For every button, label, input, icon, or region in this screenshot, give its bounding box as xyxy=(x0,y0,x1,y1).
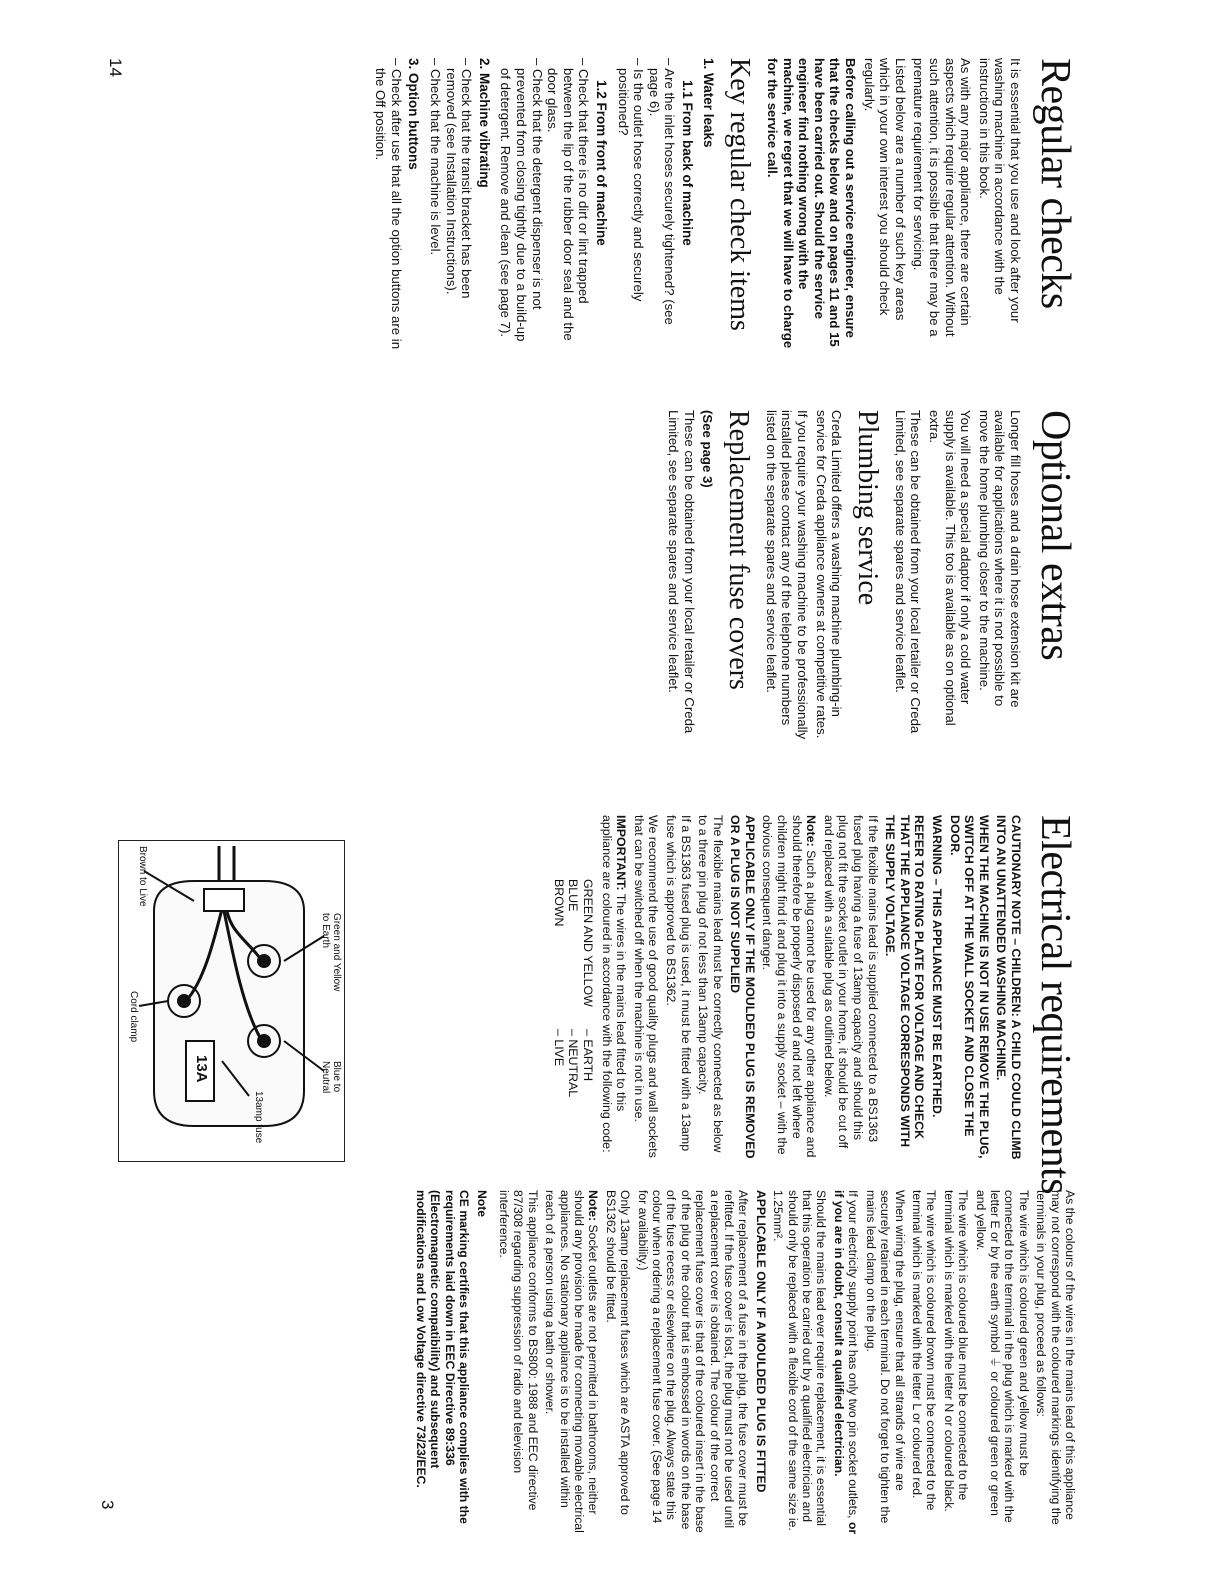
page-number-right: 3 xyxy=(98,1500,117,1510)
electrical-important xyxy=(599,815,628,1165)
code-name: – NEUTRAL xyxy=(566,1029,581,1098)
fuse-covers-title: Replacement fuse covers xyxy=(723,410,755,690)
list-item: – Is the outlet hose correctly and securely positioned? xyxy=(615,58,647,302)
list-item: – Check after use that all the option buttons are in the Off position. xyxy=(373,58,404,350)
optional-extras-title: Optional extras xyxy=(1032,410,1078,661)
plug-wiring-diagram xyxy=(118,840,345,1162)
column-optional-extras xyxy=(663,410,1078,740)
plumbing-p1: Creda Limited offers a washing machine plumbing-in service for Creda appliance owners at competitive rates. xyxy=(813,410,845,739)
list-item: – Check that the machine is level. xyxy=(428,58,443,256)
page-number-left: 14 xyxy=(106,58,125,77)
note-label: Note: xyxy=(804,815,819,847)
machine-vibrating-heading: 2. Machine vibrating xyxy=(476,58,492,188)
ce-marking: CE marking certifies that this appliance complies with the requirements laid down in EEC Directive 89:336 (Electromagnetic compatibility) and subsequent modifications and Low Voltage directive 73/23/EEC. xyxy=(413,1190,472,1524)
regular-checks-warning: Before calling out a service engineer, ensure that the checks below and on pages 11 and 15 have been carried out. Should the service engineer find nothing wrong with the machine, we regret that we will have to charge for the service call. xyxy=(765,58,859,349)
electrical-warning-earthed: WARNING – THIS APPLIANCE MUST BE EARTHED. xyxy=(930,815,945,1118)
electrical-p3: If a BS1363 fused plug is used, it must be fitted with a 13amp fuse which is approved to BS1362. xyxy=(663,815,693,1152)
wiring-neutral: The wire which is coloured blue must be connected to the terminal which is marked with the letter N or coloured black. xyxy=(941,1190,971,1512)
column-electrical-right xyxy=(411,1190,1077,1535)
list-item: – Check that the detergent dispenser is not prevented from closing tightly due to a build-up of detergent. Remove and clean (see page 7). xyxy=(498,58,545,342)
code-colour: GREEN AND YELLOW xyxy=(580,879,595,1007)
key-items-title: Key regular check items xyxy=(724,58,756,331)
important-text: The wires in the mains lead fitted to this appliance are coloured in accordance with the following code: xyxy=(599,815,629,1153)
optional-extras-p1: Longer fill hoses and a drain hose extension kit are available for applications where it is not possible to move the home plumbing closer to the machine. xyxy=(976,410,1023,708)
electrical-warning-unplug: WHEN THE MACHINE IS NOT IN USE REMOVE THE PLUG, SWITCH OFF AT THE WALL SOCKET AND CLOSE THE DOOR. xyxy=(947,815,991,1159)
list-item: – Check that there is no dirt or lint trapped between the lip of the rubber door seal and the door glass. xyxy=(545,58,592,341)
optional-extras-p2: You will need a special adaptor if only a cold water supply is available. This too is available as on optional extra. xyxy=(927,410,974,726)
electrical-p1: If the flexible mains lead is supplied connected to a BS1363 fused plug having a fuse of 13amp capacity and should this plug not fit the socket outlet in your home, it should be cut off and replaced with a suitable plug as outlined below. xyxy=(821,815,880,1149)
important-label: IMPORTANT: xyxy=(614,815,629,891)
bathroom-note xyxy=(543,1190,601,1535)
code-name: – LIVE xyxy=(551,1029,566,1067)
list-item: – Check that the transit bracket has been removed (see Installation Instructions). xyxy=(443,58,475,299)
electrical-warning-voltage: REFER TO RATING PLATE FOR VOLTAGE AND CHECK THAT THE APPLIANCE VOLTAGE CORRESPONDS WITH THE SUPPLY VOLTAGE. xyxy=(883,815,927,1148)
plug-wiring-illustration xyxy=(119,841,344,1161)
label-fuse: 13amp fuse xyxy=(253,1091,264,1144)
label-earth: Green and Yellow to Earth xyxy=(320,913,342,992)
fuse-label-13a: 13A xyxy=(193,1055,210,1083)
asta-fuses: Only 13amp replacement fuses which are ASTA approved to BS1362 should be fitted. xyxy=(603,1190,633,1515)
wiring-live: The wire which is coloured brown must be connected to the terminal which is marked with the letter L or coloured red. xyxy=(909,1190,939,1511)
electrical-title: Electrical requirements xyxy=(1032,815,1078,1195)
column-electrical xyxy=(547,815,1078,1195)
optional-extras-p3: These can be obtained from your local retailer or Creda Limited, see separate spares and service leaflet. xyxy=(892,410,924,734)
wiring-strands: When wiring the plug, ensure that all strands of wire are securely retained in each terminal. Do not forget to tighten the mains lead clamp on the plug. xyxy=(863,1190,907,1524)
regular-checks-title: Regular checks xyxy=(1032,58,1078,309)
electrical-p4: We recommend the use of good quality plugs and wall sockets that can be switched off when the machine is not in use. xyxy=(631,815,661,1158)
code-name: – EARTH xyxy=(580,1029,595,1082)
plumbing-p2: If you require your washing machine to be professionally installed please contact any of the telephone numbers listed on the separate spares and service leaflet. xyxy=(763,410,811,740)
fuse-covers-sub: (See page 3) xyxy=(700,410,716,488)
note-text: Such a plug cannot be used for any other appliance and should therefore be properly disposed of and not left where children might find it and plug it into a supply socket – with the obvious consequent danger. xyxy=(760,815,819,1158)
option-buttons-heading: 3. Option buttons xyxy=(406,58,422,170)
regular-checks-aspects: As with any major appliance, there are certain aspects which require regular attention. Without such attention, it is possible that there may be a premature requirement for servicing. xyxy=(911,58,974,337)
two-pin-text: If your electricity supply point has only two pin socket outlets, xyxy=(846,1190,861,1522)
wire-colour-code-table xyxy=(551,879,595,1165)
electrical-warning-children: CAUTIONARY NOTE – CHILDREN: A CHILD COULD CLIMB INTO AN UNATTENDED WASHING MACHINE. xyxy=(994,815,1023,1160)
water-leaks-heading: 1. Water leaks xyxy=(701,58,717,148)
regular-checks-intro: It is essential that you use and look after your washing machine in accordance with the instructions in this book. xyxy=(976,58,1023,323)
moulded-fitted-heading: APPLICABLE ONLY IF A MOULDED PLUG IS FITTED xyxy=(753,1190,768,1493)
note-label: Note: xyxy=(586,1190,601,1222)
wiring-intro: As the colours of the wires in the mains lead of this appliance may not correspond with the coloured markings identifying the terminals in your plug, proceed as follows: xyxy=(1034,1190,1077,1525)
electrical-p2: The flexible mains lead must be correctly connected as below to a three pin plug of not less than 13amp capacity. xyxy=(696,815,725,1153)
column-regular-checks xyxy=(373,58,1077,350)
bathroom-note-text: Socket outlets are not permitted in bathrooms, neither should any provision be made for connecting movable electrical appliances. No stationary appliance is to be installed within reach of a person using a bath or shower. xyxy=(543,1190,601,1533)
back-of-machine-heading: 1.1 From back of machine xyxy=(679,80,695,246)
ce-note-heading: Note xyxy=(474,1190,489,1218)
regular-checks-key-areas: Listed below are a number of such key areas which in your own interest you should check regularly. xyxy=(861,58,908,321)
two-pin-note xyxy=(832,1190,861,1535)
consult-electrician: or if you are in doubt, consult a qualified electrician. xyxy=(831,1190,861,1535)
wiring-earth: The wire which is coloured green and yellow must be connected to the terminal in the plug which is marked with the letter E or by the earth symbol ⏚ or coloured green or green and yellow. xyxy=(973,1190,1031,1523)
label-cord-clamp: Cord clamp xyxy=(128,991,139,1043)
label-live: Brown to Live xyxy=(137,846,148,907)
plumbing-title: Plumbing service xyxy=(852,410,884,606)
front-of-machine-heading: 1.2 From front of machine xyxy=(593,80,609,246)
label-neutral: Blue to Neutral xyxy=(320,1061,342,1094)
code-colour: BLUE xyxy=(566,879,581,912)
fuse-cover-replacement: After replacement of a fuse in the plug, the fuse cover must be refitted. If the fuse cover is lost, the plug must not be used until a replacement cover is obtained. The colour of the correct replacement fuse cover is that of the coloured insert in the base of the plug or the colour that is embossed in words on the base of the fuse recess or elsewhere on the plug. Always state this colour when ordering a replacement fuse cover. (See page 14 for availability.) xyxy=(635,1190,751,1533)
list-item: – Are the inlet hoses securely tightened? (see page 6). xyxy=(646,58,678,325)
code-colour: BROWN xyxy=(551,879,566,927)
bs800-conformance: This appliance conforms to BS800: 1988 and EEC directive 87/308 regarding suppression of radio and television interference. xyxy=(496,1190,540,1511)
mains-lead-replacement: Should the mains lead ever require replacement, it is essential that this operation be carried out by a qualified electrician and should only be replaced with a flexible cord of the same size ie. 1.25mm². xyxy=(771,1190,829,1531)
fuse-covers-p1: These can be obtained from your local retailer or Creda Limited, see separate spares and service leaflet. xyxy=(666,410,697,734)
electrical-note xyxy=(760,815,818,1165)
moulded-plug-heading: APPLICABLE ONLY IF THE MOULDED PLUG IS REMOVED OR A PLUG IS NOT SUPPLIED xyxy=(728,815,757,1159)
